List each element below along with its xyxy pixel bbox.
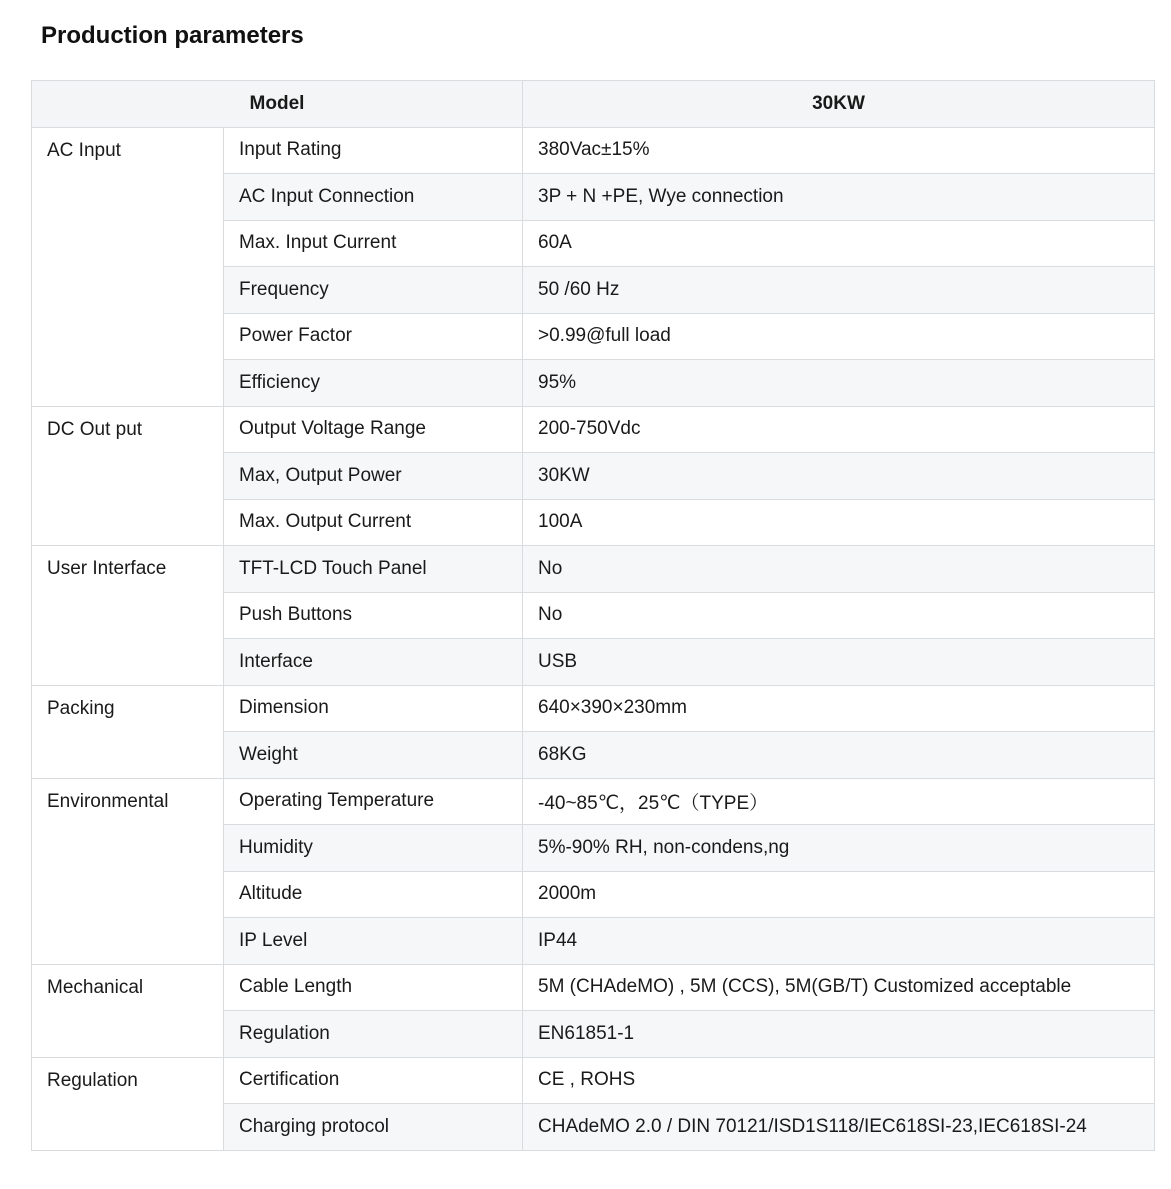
parameter-name: Power Factor (224, 313, 523, 360)
page-title: Production parameters (41, 22, 304, 49)
model-value-header: 30KW (523, 81, 1155, 128)
group-label: Packing (32, 685, 224, 778)
parameter-value: 3P + N +PE, Wye connection (523, 174, 1155, 221)
parameter-name: Weight (224, 732, 523, 779)
parameter-name: AC Input Connection (224, 174, 523, 221)
parameter-value: CE , ROHS (523, 1057, 1155, 1104)
table-header-row (32, 81, 1155, 128)
table-row (32, 406, 1155, 453)
parameter-name: Cable Length (224, 964, 523, 1011)
parameter-value: CHAdeMO 2.0 / DIN 70121/ISD1S118/IEC618SI-23,IEC618SI-24 (523, 1104, 1155, 1151)
parameter-value: IP44 (523, 918, 1155, 965)
table-body (32, 127, 1155, 1150)
parameter-value: 95% (523, 360, 1155, 407)
table-row (32, 685, 1155, 732)
table-row (32, 778, 1155, 825)
parameter-value: 60A (523, 220, 1155, 267)
group-label: AC Input (32, 127, 224, 406)
parameter-value: 380Vac±15% (523, 127, 1155, 174)
parameter-name: Output Voltage Range (224, 406, 523, 453)
parameter-value: 2000m (523, 871, 1155, 918)
table-row (32, 546, 1155, 593)
parameter-name: TFT-LCD Touch Panel (224, 546, 523, 593)
parameter-value: 200-750Vdc (523, 406, 1155, 453)
parameter-name: Push Buttons (224, 592, 523, 639)
parameter-name: Max. Input Current (224, 220, 523, 267)
parameter-name: Dimension (224, 685, 523, 732)
parameter-value: 30KW (523, 453, 1155, 500)
parameter-value: 68KG (523, 732, 1155, 779)
parameters-table (31, 80, 1155, 1151)
parameter-value: -40~85℃，25℃（TYPE） (523, 778, 1155, 825)
group-label: Mechanical (32, 964, 224, 1057)
parameter-name: Interface (224, 639, 523, 686)
parameter-value: 50 /60 Hz (523, 267, 1155, 314)
group-label: User Interface (32, 546, 224, 686)
parameter-value: USB (523, 639, 1155, 686)
parameter-name: Certification (224, 1057, 523, 1104)
group-label: DC Out put (32, 406, 224, 546)
parameter-name: IP Level (224, 918, 523, 965)
table-row (32, 127, 1155, 174)
parameter-name: Input Rating (224, 127, 523, 174)
parameter-name: Altitude (224, 871, 523, 918)
parameter-value: 640×390×230mm (523, 685, 1155, 732)
group-label: Environmental (32, 778, 224, 964)
table-row (32, 1057, 1155, 1104)
parameter-name: Frequency (224, 267, 523, 314)
parameter-value: >0.99@full load (523, 313, 1155, 360)
parameter-name: Operating Temperature (224, 778, 523, 825)
parameter-value: EN61851-1 (523, 1011, 1155, 1058)
parameter-value: No (523, 592, 1155, 639)
model-header: Model (32, 81, 523, 128)
table-row (32, 964, 1155, 1011)
parameter-value: No (523, 546, 1155, 593)
parameter-value: 5%-90% RH, non-condens,ng (523, 825, 1155, 872)
group-label: Regulation (32, 1057, 224, 1150)
parameter-value: 5M (CHAdeMO) , 5M (CCS), 5M(GB/T) Customized acceptable (523, 964, 1155, 1011)
parameter-name: Max. Output Current (224, 499, 523, 546)
parameter-name: Regulation (224, 1011, 523, 1058)
parameter-name: Efficiency (224, 360, 523, 407)
parameter-value: 100A (523, 499, 1155, 546)
parameter-name: Charging protocol (224, 1104, 523, 1151)
parameter-name: Max, Output Power (224, 453, 523, 500)
parameter-name: Humidity (224, 825, 523, 872)
